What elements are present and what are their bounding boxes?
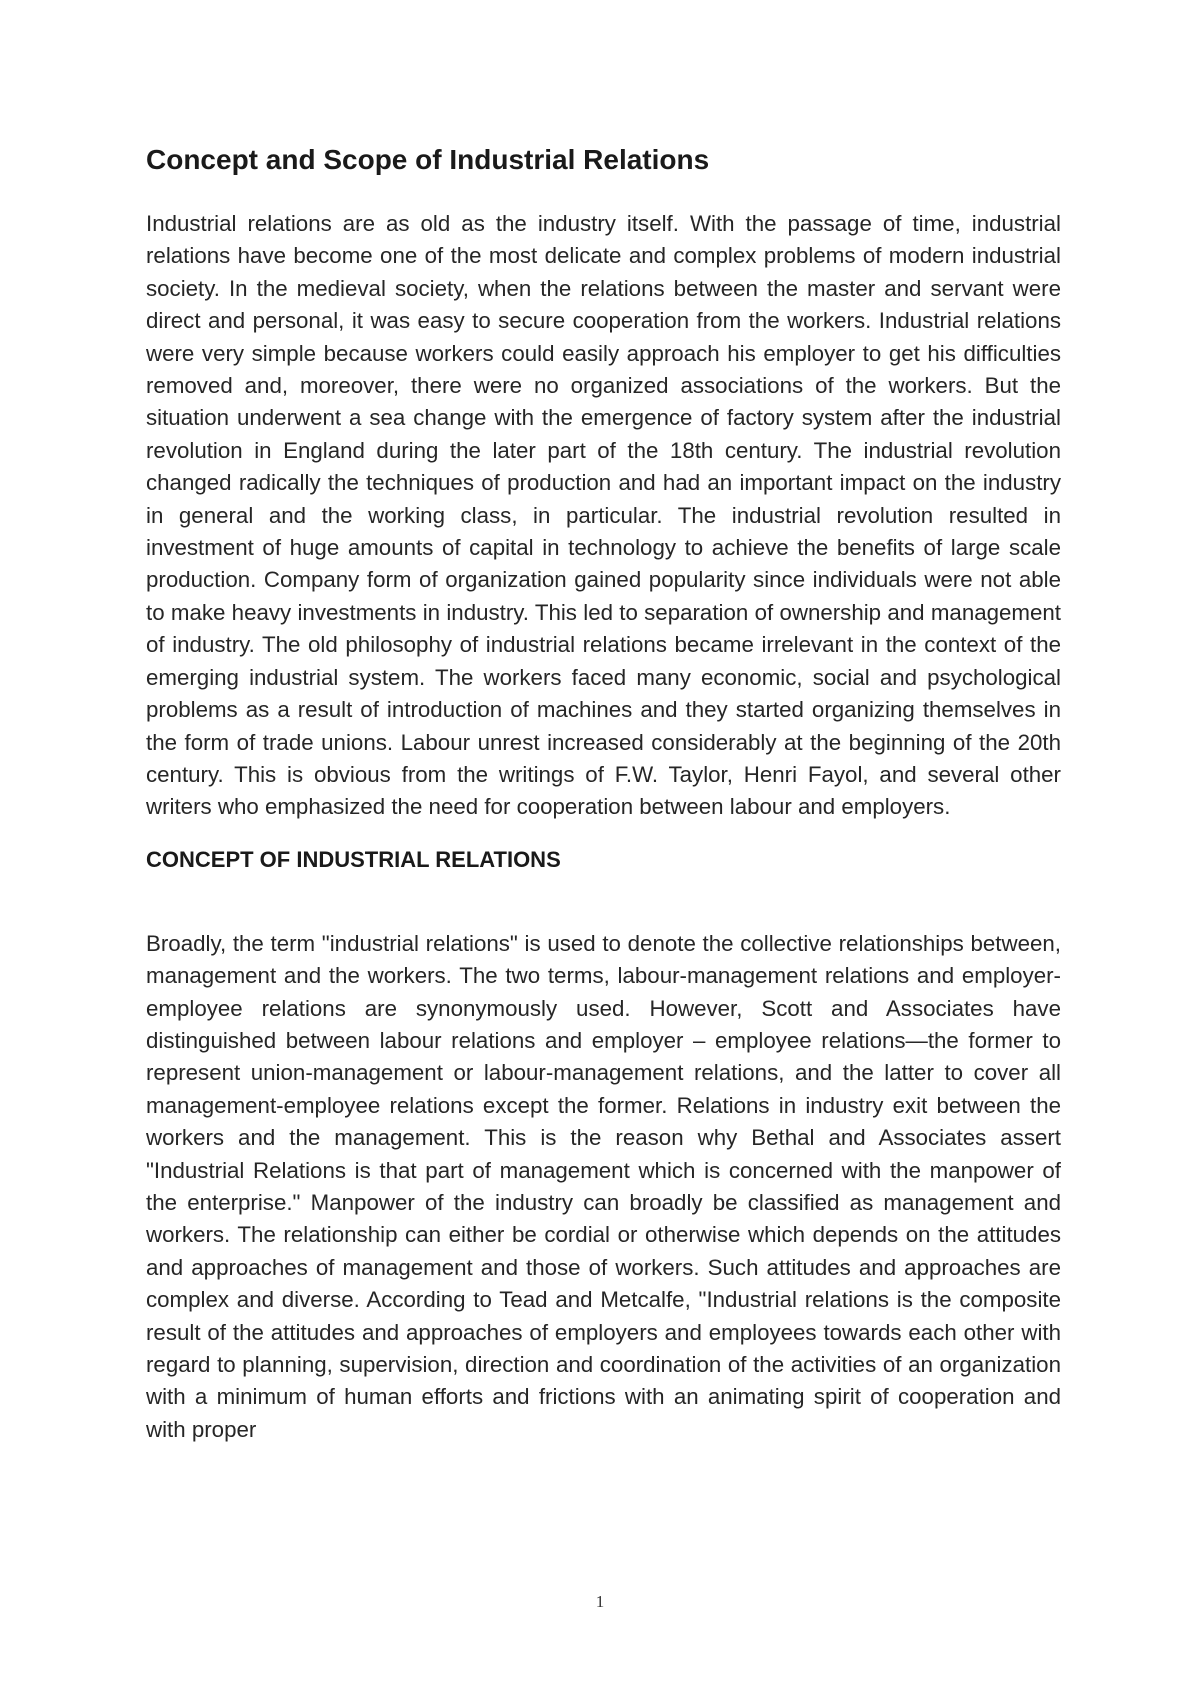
section-heading: CONCEPT OF INDUSTRIAL RELATIONS <box>146 846 561 872</box>
document-title: Concept and Scope of Industrial Relations <box>146 144 710 175</box>
intro-paragraph: Industrial relations are as old as the industry itself. With the passage of time, industrial relations have become one of the most delicate and complex problems of modern industrial society. In the medieval society, when the relations between the master and servant were direct and personal, it was easy to secure cooperation from the workers. Industrial relations were very simple because workers could easily approach his employer to get his difficulties removed and, moreover, there were no organized associations of the workers. But the situation underwent a sea change with the emergence of factory system after the industrial revolution in England during the later part of the 18th century. The industrial revolution changed radically the techniques of production and had an important impact on the industry in general and the working class, in particular. The industrial revolution resulted in investment of huge amounts of capital in technology to achieve the benefits of large scale production. Company form of organization gained popularity since individuals were not able to make heavy investments in industry. This led to separation of ownership and management of industry. The old philosophy of industrial relations became irrelevant in the context of the emerging industrial system. The workers faced many economic, social and psychological problems as a result of introduction of machines and they started organizing themselves in the form of trade unions. Labour unrest increased considerably at the beginning of the 20th century. This is obvious from the writings of F.W. Taylor, Henri Fayol, and several other writers who emphasized the need for cooperation between labour and employers. <box>146 211 1061 820</box>
concept-paragraph: Broadly, the term "industrial relations" is used to denote the collective relationships between, management and the workers. The two terms, labour-management relations and employer- employee relations are synonymously used. However, Scott and Associates have distinguished between labour relations and employer – employee relations—the former to represent union-management or labour-management relations, and the latter to cover all management-employee relations except the former. Relations in industry exit between the workers and the management. This is the reason why Bethal and Associates assert "Industrial Relations is that part of management which is concerned with the manpower of the enterprise." Manpower of the industry can broadly be classified as management and workers. The relationship can either be cordial or otherwise which depends on the attitudes and approaches of management and those of workers. Such attitudes and approaches are complex and diverse. According to Tead and Metcalfe, "Industrial relations is the composite result of the attitudes and approaches of employers and employees towards each other with regard to planning, supervision, direction and coordination of the activities of an organization with a minimum of human efforts and frictions with an animating spirit of cooperation and with proper <box>146 930 1061 1442</box>
document-body <box>146 140 1061 1446</box>
page-number: 1 <box>595 1592 605 1611</box>
